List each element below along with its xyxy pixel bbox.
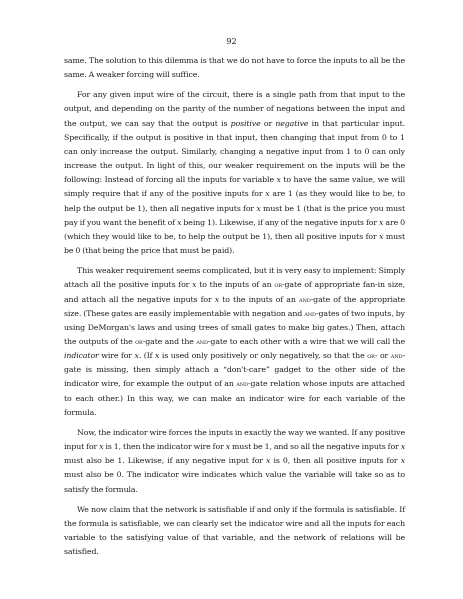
text-segment: -gates of two inputs, by using DeMorgan's laws and using trees of small gates to make big gates.) Then, attach the outputs of the	[64, 308, 405, 346]
text-segment: is used only positively or only negatively, so that the	[159, 351, 368, 361]
text-segment: are 0 (which they would like to be, to help the output be 1), then all positive inputs for	[64, 217, 406, 241]
text-segment: is 1, then the indicator wire for	[103, 442, 226, 452]
text-segment: x	[256, 203, 261, 213]
text-segment: must be 1, and so all the negative inputs for	[230, 442, 401, 452]
text-segment: -gate of the appropriate size. (These gates are easily implementable with negation and	[64, 294, 406, 318]
page-number: 92	[226, 36, 237, 46]
text-segment: -gate relation whose inputs are attached to each other.) In this way, we can make an indicator wire for each variable of the formula.	[64, 379, 405, 417]
text-segment: This weaker requirement seems complicated, but it is very easy to implement: Simply attach all the positive inputs for	[64, 266, 405, 290]
text-segment: x	[134, 351, 139, 361]
text-segment: . (If	[138, 351, 156, 361]
text-segment: x	[214, 294, 220, 304]
text-segment: being 1). Likewise, if any of the negative inputs for	[181, 217, 380, 227]
text-segment: positive	[230, 118, 261, 128]
text-segment: x	[225, 442, 231, 452]
text-segment: x	[177, 217, 182, 227]
text-segment: and	[196, 336, 208, 346]
text-segment: must be 1 (that is the price you must pay if you want the benefit of	[64, 203, 405, 227]
text-segment: x	[265, 189, 270, 199]
text-segment: -gate and the	[142, 336, 197, 346]
text-segment: negative	[275, 118, 309, 128]
text-segment: and	[298, 294, 311, 304]
paragraph-2	[64, 88, 405, 258]
text-segment: x	[379, 231, 384, 241]
text-segment: in that particular input. Specifically, if the output is positive in that input, then changing that input from 0 to 1 can only increase the output. Similarly, changing a negative input from 1 to 0 can only increase the output. In light of this, our weaker requirement on the inputs will be the following: Instead of forcing all the inputs for variable	[64, 118, 405, 185]
paragraph-4	[64, 426, 405, 497]
text-segment: must be 0 (that being the price that must be paid).	[64, 231, 405, 256]
text-segment: and	[304, 308, 316, 318]
text-segment: We now claim that the network is satisfiable if and only if the formula is satisfiable. If the formula is satisfiable, we can clearly set the indicator wire and all the inputs for each variable to the satisfying value of that variable, and the network of relations will be satisfied.	[64, 504, 405, 557]
text-segment: must also be 0. The indicator wire indicates which value the variable will take so as to satisfy the formula.	[64, 470, 405, 494]
text-segment: x	[400, 456, 405, 466]
text-segment: -gate is missing, then simply attach a “don't-care” gadget to the other side of the indicator wire, for example the output of an	[64, 351, 406, 389]
text-segment: and	[390, 351, 403, 361]
text-segment: x	[276, 175, 281, 185]
text-segment: indicator	[64, 351, 99, 361]
text-segment: x	[379, 217, 384, 227]
text-segment: -gate to each other with a wire that we will call the	[207, 336, 405, 346]
text-segment: same. The solution to this dilemma is that we do not have to force the inputs to all be the same. A weaker forcing will suffice.	[64, 56, 405, 80]
text-segment: or	[260, 118, 276, 128]
text-segment: or	[135, 336, 143, 346]
text-segment: x	[400, 442, 405, 452]
text-segment: to the inputs of an	[196, 280, 275, 290]
text-segment: or	[367, 351, 375, 361]
paragraph-1	[64, 54, 405, 82]
paragraph-5	[64, 503, 405, 560]
text-segment: x	[192, 280, 197, 290]
text-segment: or	[274, 280, 282, 290]
body-text	[64, 54, 405, 565]
text-segment: to have the same value, we will simply require that if any of the positive inputs for	[64, 175, 405, 199]
text-segment: to the inputs of an	[219, 294, 299, 304]
text-segment: - or	[374, 351, 391, 361]
text-segment: are 1 (as they would like to be, to help the output be 1), then all negative inputs for	[64, 189, 405, 213]
text-segment: x	[266, 456, 271, 466]
text-segment: For any given input wire of the circuit, there is a single path from that input to the output, and depending on the parity of the number of negations between the input and the output, we can say that the output is	[64, 90, 405, 128]
text-segment: is 0, then all positive inputs for	[270, 456, 401, 466]
paragraph-3	[64, 264, 405, 420]
text-segment: and	[236, 379, 248, 389]
text-segment: x	[155, 351, 160, 361]
text-segment: -gate of appropriate fan-in size, and attach all the negative inputs for	[64, 280, 405, 304]
text-segment: wire for	[98, 351, 135, 361]
text-segment: must also be 1. Likewise, if any negative input for	[64, 456, 267, 466]
text-segment: Now, the indicator wire forces the inputs in exactly the way we wanted. If any positive input for	[64, 427, 405, 452]
text-segment: x	[99, 442, 104, 452]
